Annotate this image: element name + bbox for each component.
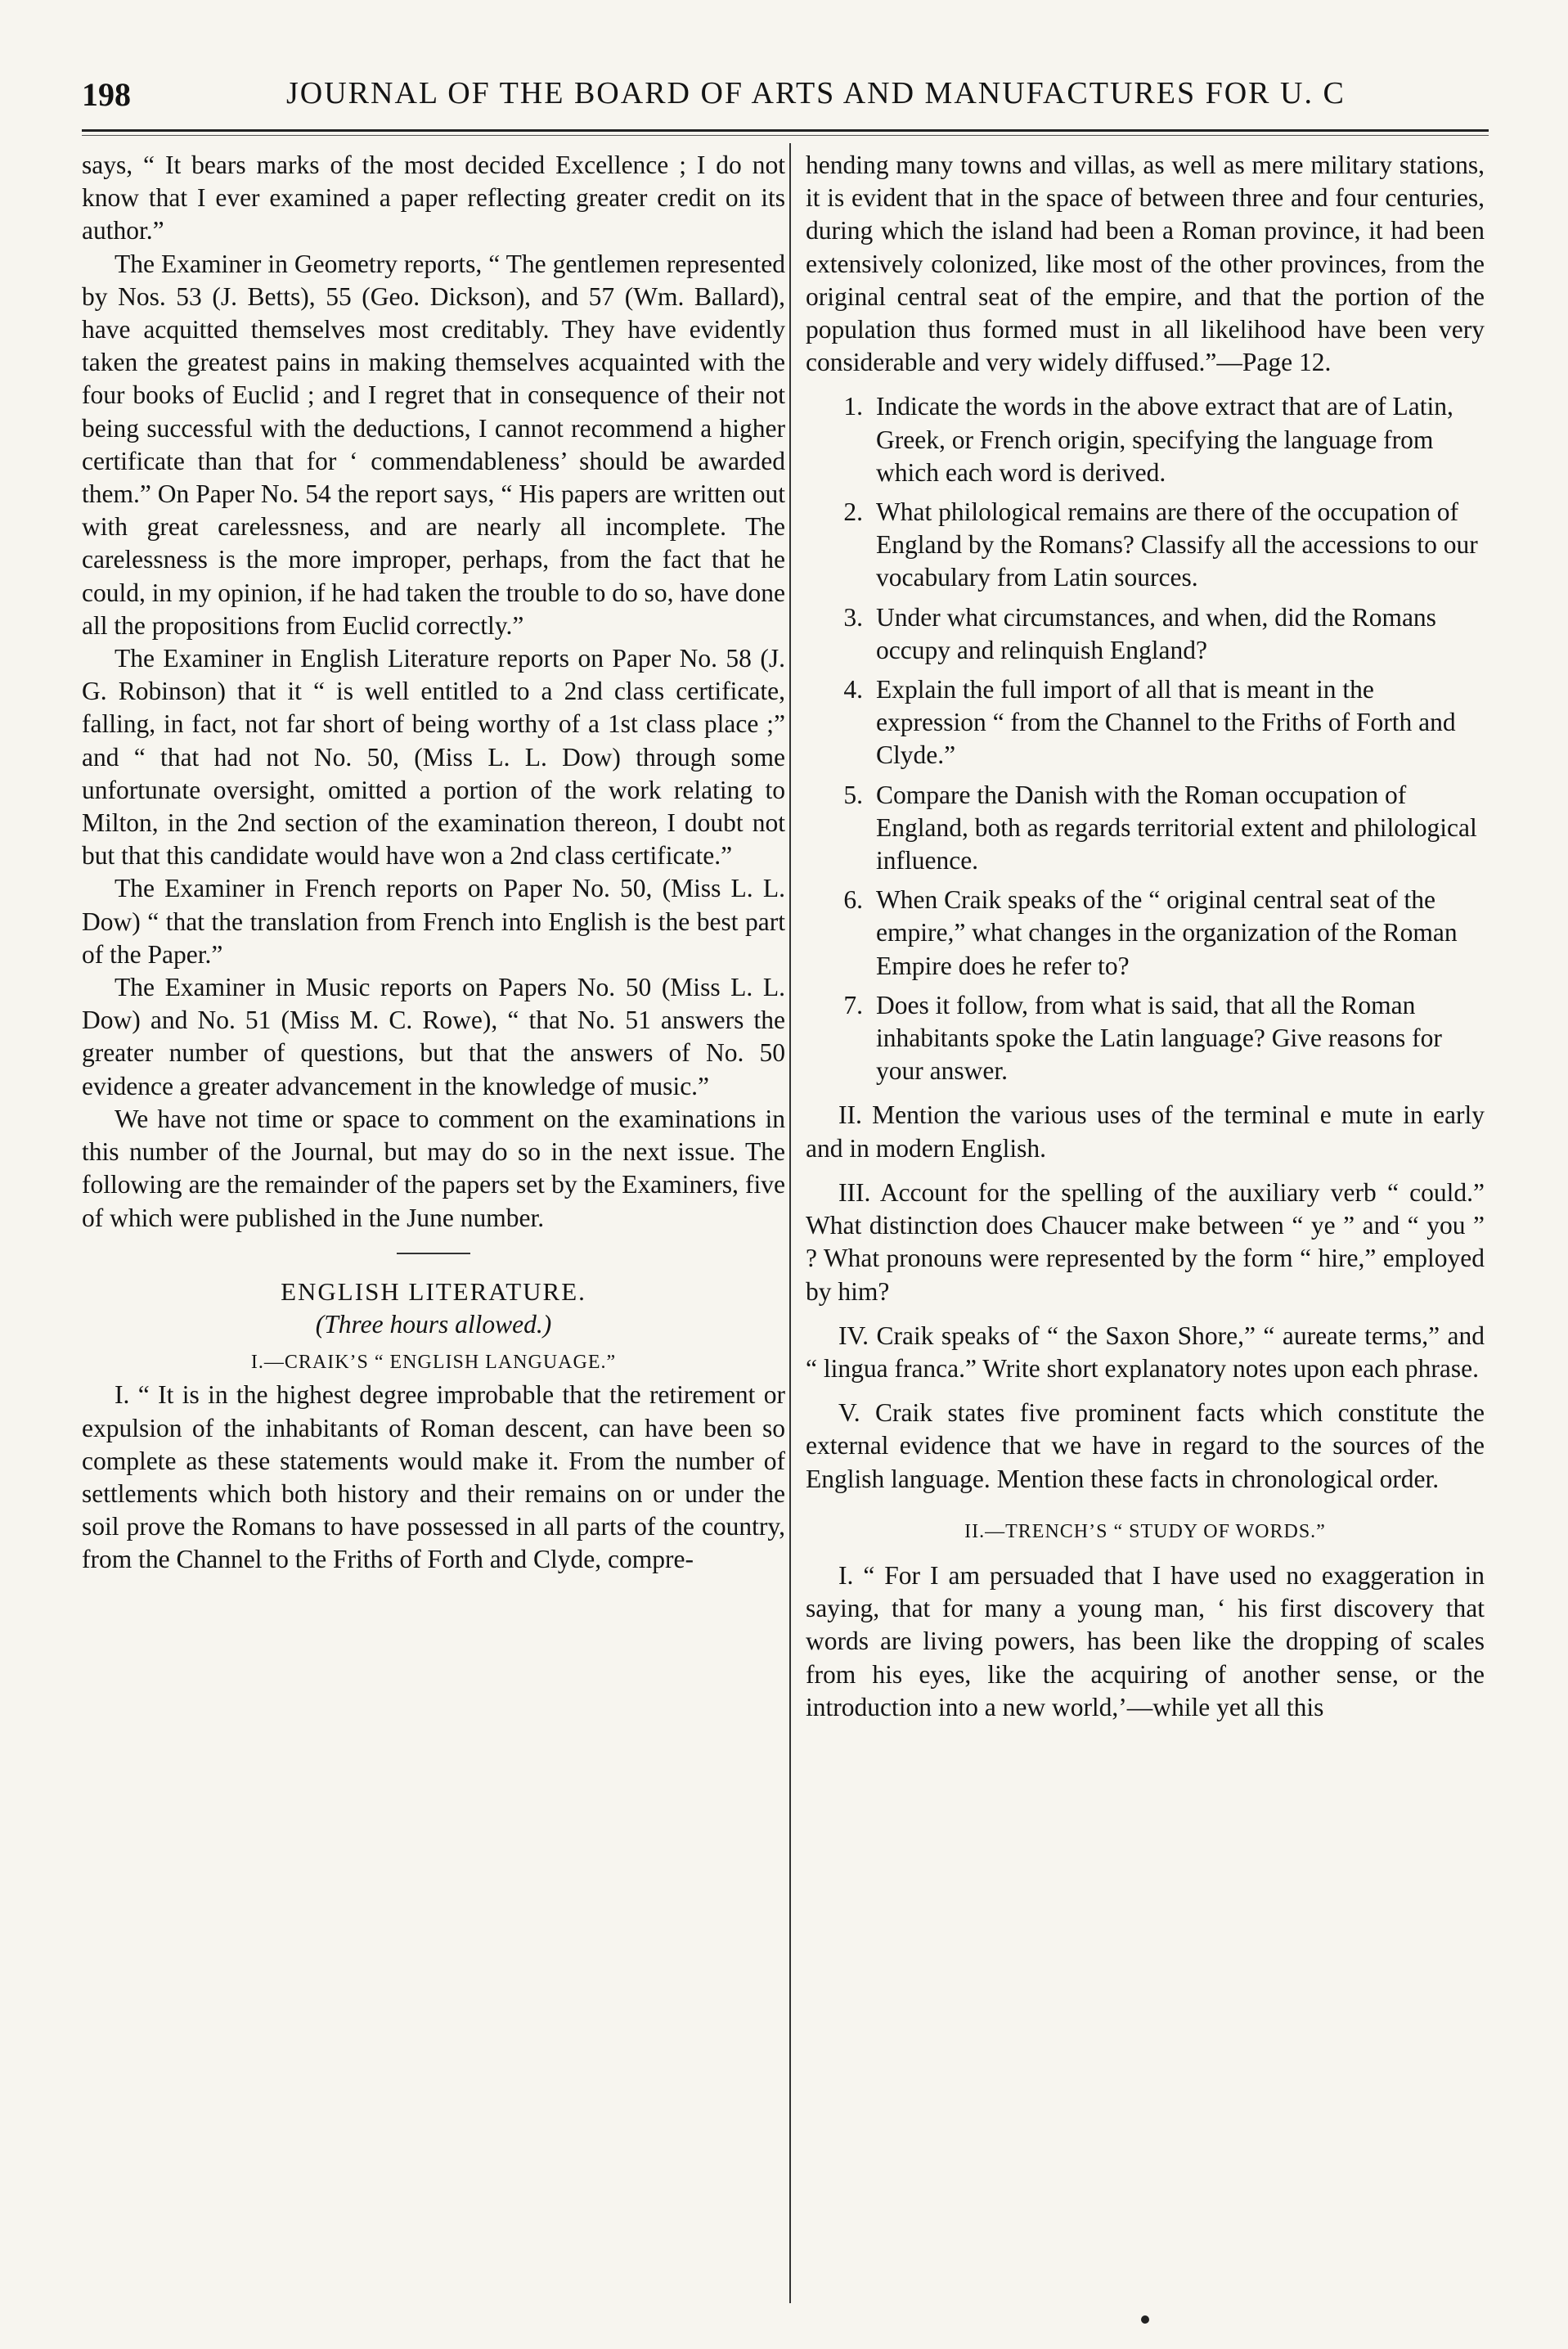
paragraph: The Examiner in Music reports on Papers No. 50 (Miss L. L. Dow) and No. 51 (Miss M. C. Rowe), “ that No. 51 answers the greater number of questions, but that the answers of No. 50 evidence a greater advancement in the knowledge of music.” xyxy=(82,973,785,1100)
paragraph: hending many towns and villas, as well as mere military stations, it is evident that in the space of between three and four centuries, during which the island had been a Roman province, it had been extensively colonized, like most of the other provinces, from the original central seat of the empire, and that the portion of the population thus formed must in all likelihood have been very considerable and very widely diffused.”—Page 12. xyxy=(806,151,1485,377)
question-item: 4. Explain the full import of all that is meant in the expression “ from the Channel to the Friths of Forth and Clyde.” xyxy=(843,675,1456,770)
paragraph: II. Mention the various uses of the terminal e mute in early and in modern English. xyxy=(806,1100,1485,1163)
paragraph: The Examiner in English Literature reports on Paper No. 58 (J. G. Robinson) that it “ is well entitled to a 2nd class certificate, falling, in fact, not far short of being worthy of a 1st class place ;” and “ that had not No. 50, (Miss L. L. Dow) through some unfortunate oversight, omitted a portion of the work relating to Milton, in the 2nd section of the examination thereon, I doubt not but that this candidate would have won a 2nd class certificate.” xyxy=(82,644,785,871)
paragraph: V. Craik states five prominent facts which constitute the external evidence that we have in regard to the sources of the English language. Mention these facts in chronological order. xyxy=(806,1398,1485,1493)
running-title: JOURNAL OF THE BOARD OF ARTS AND MANUFACTURES FOR U. C xyxy=(286,76,1346,110)
question-item: 6. When Craik speaks of the “ original central seat of the empire,” what changes in the organization of the Roman Empire does he refer to? xyxy=(843,885,1458,980)
paragraph: III. Account for the spelling of the auxiliary verb “ could.” What distinction does Chaucer make between “ ye ” and “ you ” ? What pronouns were represented by the form “ hire,” employed by him? xyxy=(806,1177,1485,1306)
header-rule-thick xyxy=(82,129,1489,132)
paragraph: says, “ It bears marks of the most decided Excellence ; I do not know that I ever examined a paper reflecting greater credit on its author.” xyxy=(82,151,785,245)
paragraph: IV. Craik speaks of “ the Saxon Shore,” “ aureate terms,” and “ lingua franca.” Write short explanatory notes upon each phrase. xyxy=(806,1321,1485,1383)
question-list xyxy=(806,390,1485,1087)
paragraph: We have not time or space to comment on the examinations in this number of the Journal, but may do so in the next issue. The following are the remainder of the papers set by the Examiners, five of which were published in the June number. xyxy=(82,1104,785,1232)
paragraph: I. “ It is in the highest degree improbable that the retirement or expulsion of the inhabitants of Roman descent, can have been so complete as these statements would make it. From the number of settlements which both history and their remains on or under the soil prove the Romans to have possessed in all parts of the country, from the Channel to the Friths of Forth and Clyde, compre- xyxy=(82,1380,785,1574)
question-item: 1. Indicate the words in the above extract that are of Latin, Greek, or French origin, specifying the language from which each word is derived. xyxy=(843,392,1453,487)
page-number: 198 xyxy=(82,76,131,113)
question-item: 3. Under what circumstances, and when, did the Romans occupy and relinquish England? xyxy=(843,602,1436,664)
footer-dot xyxy=(1141,2315,1149,2324)
page-header xyxy=(82,75,1489,124)
left-column xyxy=(82,149,785,1577)
subsection-title: I.—CRAIK’S “ ENGLISH LANGUAGE.” xyxy=(250,1352,617,1374)
section-title: ENGLISH LITERATURE. xyxy=(281,1276,586,1306)
header-rule-thin xyxy=(82,135,1489,136)
question-item: 2. What philological remains are there of the occupation of England by the Romans? Classify all the accessions to our vocabulary from Latin sources. xyxy=(843,497,1478,592)
question-item: 7. Does it follow, from what is said, that all the Roman inhabitants spoke the Latin language? Give reasons for your answer. xyxy=(843,990,1442,1086)
right-column xyxy=(806,149,1485,1724)
paragraph: The Examiner in French reports on Paper No. 50, (Miss L. L. Dow) “ that the translation from French into English is the best part of the Paper.” xyxy=(82,874,785,969)
paragraph: The Examiner in Geometry reports, “ The gentlemen represented by Nos. 53 (J. Betts), 55 (Geo. Dickson), and 57 (Wm. Ballard), have acquitted themselves most creditably. They have evidently taken the greatest pains in making themselves acquainted with the four books of Euclid ; and I regret that in consequence of their not being successful with the deductions, I cannot recommend a higher certificate than that for ‘ commendableness’ should be awarded them.” On Paper No. 54 the report says, “ His papers are written out with great carelessness, and are nearly all incomplete. The carelessness is the more improper, perhaps, from the fact that he could, in my opinion, if he had taken the trouble to do so, have done all the propositions from Euclid correctly.” xyxy=(82,249,785,640)
section-divider xyxy=(397,1253,470,1254)
question-item: 5. Compare the Danish with the Roman occupation of England, both as regards territorial extent and philological influence. xyxy=(843,780,1477,875)
paragraph: I. “ For I am persuaded that I have used no exaggeration in saying, that for many a young man, ‘ his first discovery that words are living powers, has been like the dropping of scales from his eyes, like the acquiring of another sense, or the introduction into a new world,’—while yet all this xyxy=(806,1560,1485,1721)
section-time: (Three hours allowed.) xyxy=(315,1309,552,1339)
subsection-title: II.—TRENCH’S “ STUDY OF WORDS.” xyxy=(964,1520,1326,1542)
column-divider xyxy=(789,143,791,2303)
